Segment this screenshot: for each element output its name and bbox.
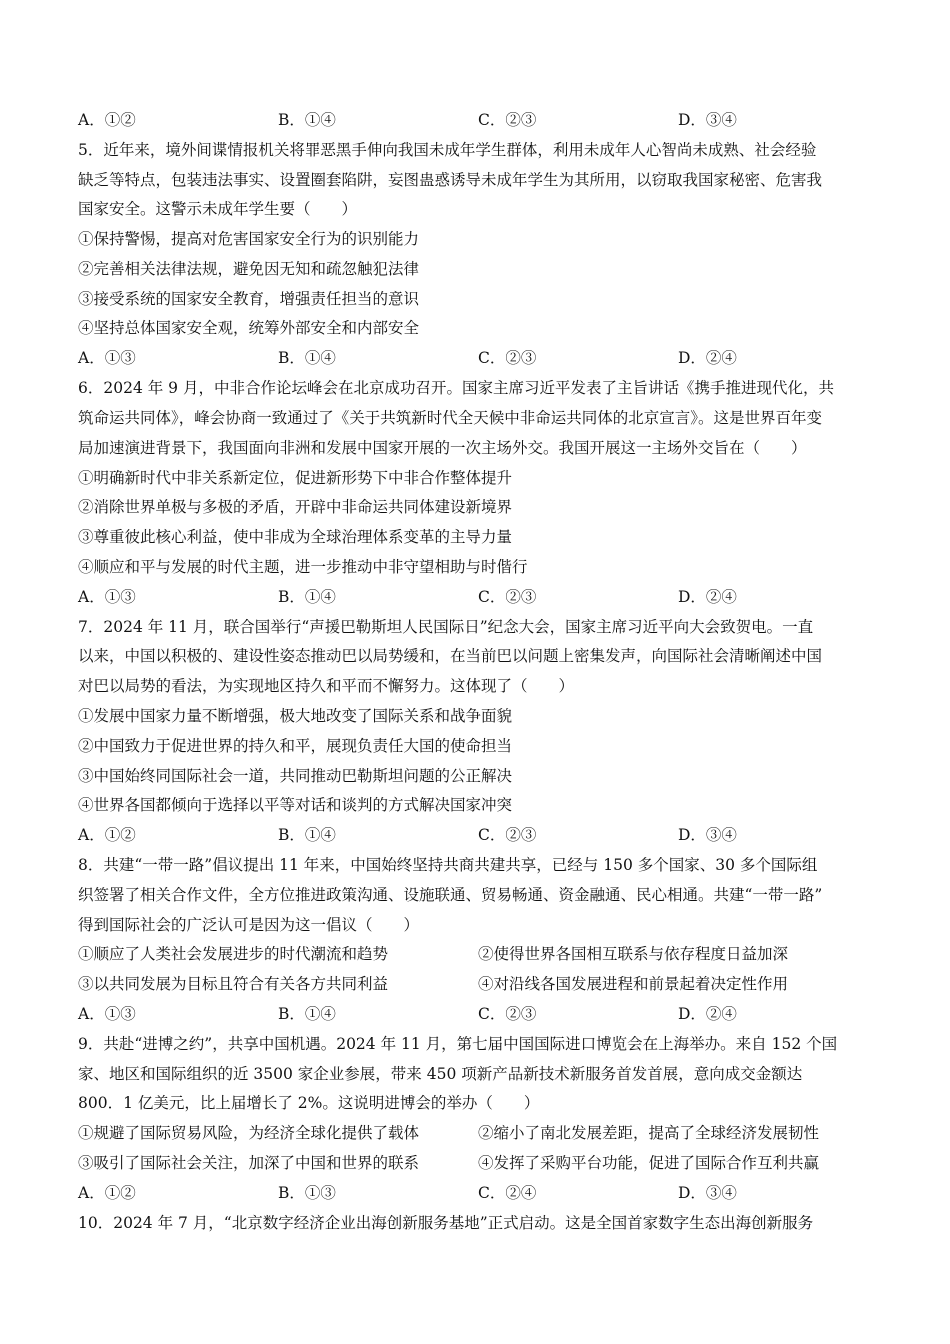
q7-option-b[interactable]: B．①④ <box>278 826 336 844</box>
q9-option-b[interactable]: B．①③ <box>278 1184 336 1202</box>
q9-item-1: ①规避了国际贸易风险，为经济全球化提供了载体 <box>78 1124 420 1142</box>
q8-stem-line: 8．共建“一带一路”倡议提出 11 年来，中国始终坚持共商共建共享，已经与 150 多个国家、30 多个国际组 <box>78 856 818 874</box>
q6-stem-line: 6．2024 年 9 月，中非合作论坛峰会在北京成功召开。国家主席习近平发表了主旨讲话《携手推进现代化，共 <box>78 379 834 397</box>
q5-option-b[interactable]: B．①④ <box>278 349 336 367</box>
q6-stem-line: 局加速演进背景下，我国面向非洲和发展中国家开展的一次主场外交。我国开展这一主场外交旨在（ ） <box>78 439 807 457</box>
q6-item-3: ③尊重彼此核心利益，使中非成为全球治理体系变革的主导力量 <box>78 528 513 546</box>
q9-option-d[interactable]: D．③④ <box>678 1184 737 1202</box>
q4-option-c[interactable]: C．②③ <box>478 111 537 129</box>
q9-item-4: ④发挥了采购平台功能，促进了国际合作互利共赢 <box>478 1154 820 1172</box>
q7-item-1: ①发展中国家力量不断增强，极大地改变了国际关系和战争面貌 <box>78 707 513 725</box>
q8-item-1: ①顺应了人类社会发展进步的时代潮流和趋势 <box>78 945 389 963</box>
q9-item-2: ②缩小了南北发展差距，提高了全球经济发展韧性 <box>478 1124 820 1142</box>
q8-stem-line: 得到国际社会的广泛认可是因为这一倡议（ ） <box>78 916 420 934</box>
q8-stem-line: 织签署了相关合作文件，全方位推进政策沟通、设施联通、贸易畅通、资金融通、民心相通。共建“一带一路” <box>78 886 823 904</box>
q8-option-c[interactable]: C．②③ <box>478 1005 537 1023</box>
q6-option-c[interactable]: C．②③ <box>478 588 537 606</box>
q7-item-2: ②中国致力于促进世界的持久和平，展现负责任大国的使命担当 <box>78 737 513 755</box>
q7-item-4: ④世界各国都倾向于选择以平等对话和谈判的方式解决国家冲突 <box>78 796 513 814</box>
q6-stem-line: 筑命运共同体》，峰会协商一致通过了《关于共筑新时代全天候中非命运共同体的北京宣言》。这是世界百年变 <box>78 409 823 427</box>
q10-stem-line: 10．2024 年 7 月，“北京数字经济企业出海创新服务基地”正式启动。这是全国首家数字生态出海创新服务 <box>78 1214 814 1232</box>
q9-item-3: ③吸引了国际社会关注，加深了中国和世界的联系 <box>78 1154 420 1172</box>
q8-option-b[interactable]: B．①④ <box>278 1005 336 1023</box>
q7-stem-line: 以来，中国以积极的、建设性姿态推动巴以局势缓和，在当前巴以问题上密集发声，向国际社会清晰阐述中国 <box>78 647 823 665</box>
q7-stem-line: 对巴以局势的看法，为实现地区持久和平而不懈努力。这体现了（ ） <box>78 677 575 695</box>
q5-option-a[interactable]: A．①③ <box>78 349 136 367</box>
q8-item-4: ④对沿线各国发展进程和前景起着决定性作用 <box>478 975 789 993</box>
q7-option-c[interactable]: C．②③ <box>478 826 537 844</box>
q9-stem-line: 9．共赴“进博之约”，共享中国机遇。2024 年 11 月，第七届中国国际进口博览会在上海举办。来自 152 个国 <box>78 1035 838 1053</box>
q8-option-d[interactable]: D．②④ <box>678 1005 737 1023</box>
q8-option-a[interactable]: A．①③ <box>78 1005 136 1023</box>
q6-option-b[interactable]: B．①④ <box>278 588 336 606</box>
q9-option-a[interactable]: A．①② <box>78 1184 136 1202</box>
q5-stem-line: 缺乏等特点，包装违法事实、设置圈套陷阱，妄图蛊惑诱导未成年学生为其所用，以窃取我国家秘密、危害我 <box>78 171 823 189</box>
q9-stem-line: 家、地区和国际组织的近 3500 家企业参展，带来 450 项新产品新技术新服务首发首展，意向成交金额达 <box>78 1065 803 1083</box>
q8-item-3: ③以共同发展为目标且符合有关各方共同利益 <box>78 975 389 993</box>
q9-stem-line: 800．1 亿美元，比上届增长了 2%。这说明进博会的举办（ ） <box>78 1094 540 1112</box>
q9-option-c[interactable]: C．②④ <box>478 1184 537 1202</box>
q5-item-3: ③接受系统的国家安全教育，增强责任担当的意识 <box>78 290 420 308</box>
q6-option-d[interactable]: D．②④ <box>678 588 737 606</box>
q5-item-2: ②完善相关法律法规，避免因无知和疏忽触犯法律 <box>78 260 420 278</box>
q7-item-3: ③中国始终同国际社会一道，共同推动巴勒斯坦问题的公正解决 <box>78 767 513 785</box>
q6-item-4: ④顺应和平与发展的时代主题，进一步推动中非守望相助与时偕行 <box>78 558 528 576</box>
q6-option-a[interactable]: A．①③ <box>78 588 136 606</box>
q5-option-d[interactable]: D．②④ <box>678 349 737 367</box>
q6-item-2: ②消除世界单极与多极的矛盾，开辟中非命运共同体建设新境界 <box>78 498 513 516</box>
q5-stem-line: 国家安全。这警示未成年学生要（ ） <box>78 200 358 218</box>
q5-stem-line: 5．近年来，境外间谍情报机关将罪恶黑手伸向我国未成年学生群体，利用未成年人心智尚未成熟、社会经验 <box>78 141 817 159</box>
q8-item-2: ②使得世界各国相互联系与依存程度日益加深 <box>478 945 789 963</box>
q6-item-1: ①明确新时代中非关系新定位，促进新形势下中非合作整体提升 <box>78 469 513 487</box>
q5-item-4: ④坚持总体国家安全观，统筹外部安全和内部安全 <box>78 319 420 337</box>
q5-option-c[interactable]: C．②③ <box>478 349 537 367</box>
q4-option-a[interactable]: A．①② <box>78 111 136 129</box>
q7-stem-line: 7．2024 年 11 月，联合国举行“声援巴勒斯坦人民国际日”纪念大会，国家主席习近平向大会致贺电。一直 <box>78 618 814 636</box>
q4-option-d[interactable]: D．③④ <box>678 111 737 129</box>
q7-option-a[interactable]: A．①② <box>78 826 136 844</box>
q4-option-b[interactable]: B．①④ <box>278 111 336 129</box>
q5-item-1: ①保持警惕，提高对危害国家安全行为的识别能力 <box>78 230 420 248</box>
q7-option-d[interactable]: D．③④ <box>678 826 737 844</box>
